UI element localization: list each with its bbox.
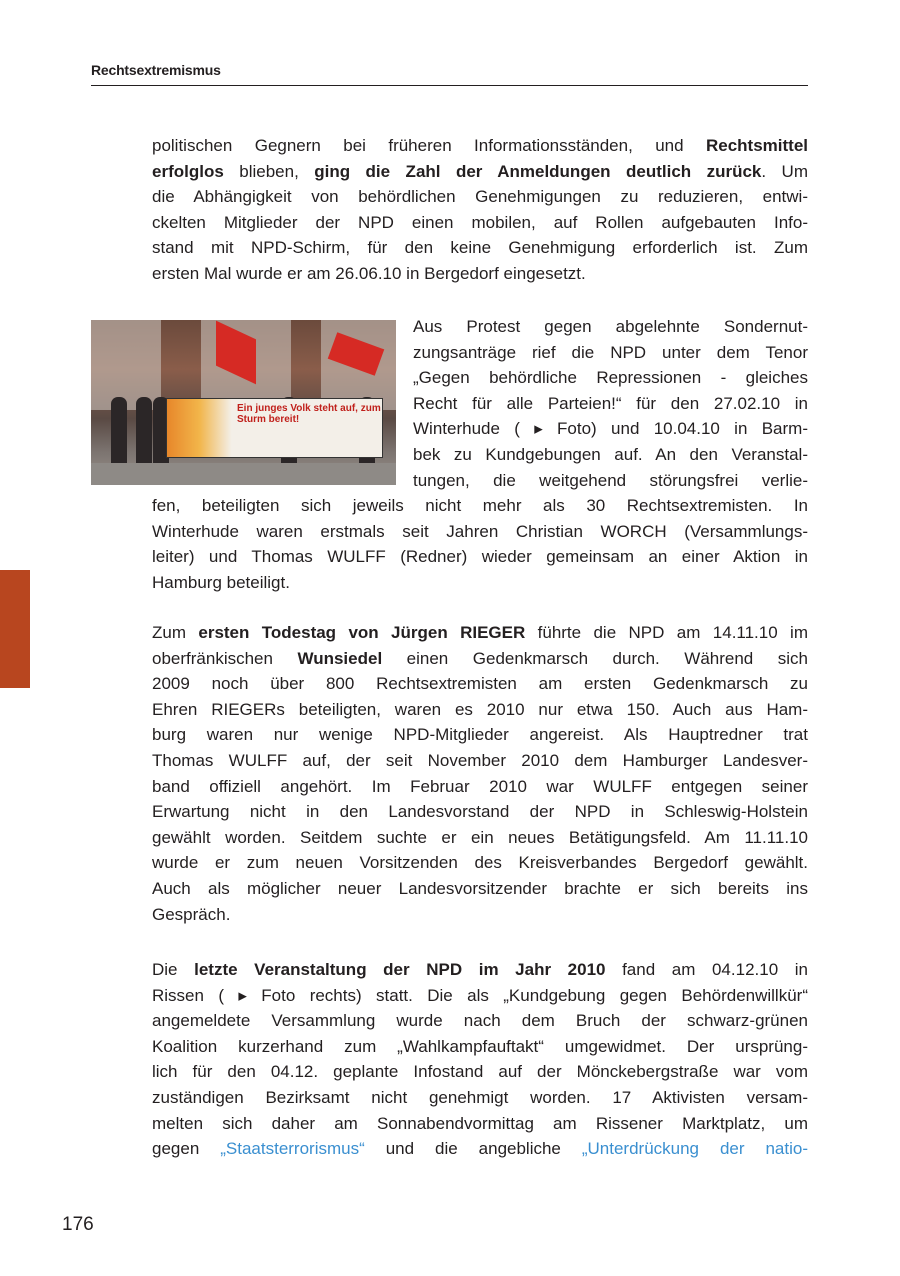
text-line (152, 748, 808, 774)
text-run: zuständigen Bezirksamt nicht genehmigt worden. 17 Aktivisten versam- (152, 1087, 808, 1107)
text-line (152, 493, 808, 519)
text-line (152, 620, 808, 646)
photo-banner-text: Ein junges Volk steht auf, zum Sturm bereit! (237, 403, 381, 425)
text-line (152, 210, 808, 236)
text-run: fand am 04.12.10 in (605, 960, 808, 979)
text-run: band offiziell angehört. Im Februar 2010 war WULFF entgegen seiner (152, 776, 808, 796)
bold-text: Rechtsmittel (705, 136, 808, 155)
text-run: Winterhude ( ▸ Foto) und 10.04.10 in Barm- (413, 419, 808, 439)
text-run: politischen Gegnern bei früheren Informationsständen, und (152, 136, 706, 155)
text-line (152, 1059, 808, 1085)
text-run: Zum (152, 623, 199, 642)
text-run: Aus Protest gegen abgelehnte Sondernut- (413, 317, 808, 336)
text-line (152, 133, 808, 159)
text-run: Rissen ( ▸ Foto rechts) statt. Die als „Kundgebung gegen Behördenwillkür“ (152, 985, 808, 1005)
text-run: gegen (152, 1139, 221, 1159)
text-line (152, 184, 808, 210)
paragraph-rieger (152, 620, 808, 927)
text-run: gewählt worden. Seitdem suchte er ein neues Betätigungsfeld. Am 11.11.10 (152, 827, 808, 847)
text-run: melten sich daher am Sonnabendvormittag am Rissener Marktplatz, um (152, 1113, 808, 1133)
text-run: die Abhängigkeit von behördlichen Genehmigungen zu reduzieren, entwi- (152, 187, 808, 207)
text-run: Auch als möglicher neuer Landesvorsitzender brachte er sich bereits ins (152, 878, 808, 898)
text-run: Thomas WULFF auf, der seit November 2010 dem Hamburger Landesver- (152, 750, 808, 770)
text-run: fen, beteiligten sich jeweils nicht mehr als 30 Rechtsextremisten. In (152, 496, 808, 516)
text-run: bek zu Kundgebungen auf. An den Veranstal- (413, 444, 808, 464)
text-run: Winterhude waren erstmals seit Jahren Christian WORCH (Versammlungs- (152, 521, 808, 541)
photo-person (136, 397, 152, 467)
text-line (152, 722, 808, 748)
text-line (152, 1136, 808, 1162)
text-run: lich für den 04.12. geplante Infostand auf der Mönckebergstraße war vom (152, 1062, 808, 1082)
text-run: oberfränkischen (152, 648, 298, 668)
text-line (152, 261, 808, 287)
text-line (152, 544, 808, 570)
text-run: leiter) und Thomas WULFF (Redner) wieder gemeinsam an einer Aktion in (152, 547, 808, 567)
text-line (413, 340, 808, 366)
text-run: Ehren RIEGERs beteiligten, waren es 2010 nur etwa 150. Auch aus Ham- (152, 699, 808, 719)
text-line (152, 697, 808, 723)
text-line (152, 825, 808, 851)
text-run: Hamburg beteiligt. (152, 572, 290, 592)
text-line (413, 365, 808, 391)
bold-text: ging die Zahl der Anmeldungen deutlich zurück (314, 161, 762, 181)
bold-text: letzte Veranstaltung der NPD im Jahr 2010 (194, 960, 606, 979)
text-line (413, 468, 808, 494)
text-line (152, 519, 808, 545)
text-run: tungen, die weitgehend störungsfrei verlie- (413, 470, 808, 490)
text-run: angemeldete Versammlung wurde nach dem Bruch der schwarz-grünen (152, 1011, 808, 1031)
photo-building (91, 320, 161, 410)
paragraph-protest (152, 314, 808, 596)
text-line (413, 391, 808, 417)
text-run: Koalition kurzerhand zum „Wahlkampfauftakt“ umgewidmet. Der ursprüng- (152, 1036, 808, 1056)
header-rule (91, 85, 808, 86)
text-line (413, 314, 808, 340)
text-run: Gespräch. (152, 904, 231, 924)
text-line (152, 983, 808, 1009)
text-run: stand mit NPD-Schirm, für den keine Genehmigung erforderlich ist. Zum (152, 238, 808, 258)
text-run: 2009 noch über 800 Rechtsextremisten am ersten Gedenkmarsch zu (152, 674, 808, 694)
running-header: Rechtsextremismus (91, 62, 221, 78)
section-color-tab (0, 570, 30, 688)
photo-person (111, 397, 127, 467)
text-run: Erwartung nicht in den Landesvorstand der NPD in Schleswig-Holstein (152, 802, 808, 822)
text-run: blieben, (223, 161, 315, 181)
bold-text: erfolglos (152, 161, 224, 181)
text-line (152, 646, 808, 672)
text-run: ckelten Mitglieder der NPD einen mobilen, auf Rollen aufgebauten Info- (152, 212, 808, 232)
text-line (413, 416, 808, 442)
text-line (152, 1008, 808, 1034)
text-line (152, 1111, 808, 1137)
text-run: burg waren nur wenige NPD-Mitglieder angereist. Als Hauptredner trat (152, 725, 808, 745)
text-run: zungsanträge rief die NPD unter dem Tenor (413, 342, 808, 362)
text-run: Recht für alle Parteien!“ für den 27.02.10 in (413, 393, 808, 413)
paragraph-rissen (152, 957, 808, 1162)
highlighted-quote: „Unterdrückung der natio- (581, 1139, 808, 1159)
text-line (152, 159, 808, 185)
highlighted-quote: „Staatsterrorismus“ (220, 1139, 365, 1159)
text-run: wurde er zum neuen Vorsitzenden des Kreisverbandes Bergedorf gewählt. (152, 853, 808, 873)
bold-text: ersten Todestag von Jürgen RIEGER (198, 623, 526, 642)
page-number: 176 (62, 1214, 94, 1235)
text-run: Die (152, 960, 195, 979)
text-line (152, 902, 808, 928)
text-line (152, 850, 808, 876)
text-line (152, 570, 808, 596)
text-line (152, 1034, 808, 1060)
text-run: führte die NPD am 14.11.10 im (525, 623, 808, 642)
text-run: ersten Mal wurde er am 26.06.10 in Bergedorf eingesetzt. (152, 263, 586, 283)
text-run: . Um (761, 161, 808, 181)
text-line (152, 799, 808, 825)
text-run: „Gegen behördliche Repressionen - gleiches (413, 368, 808, 388)
text-line (152, 876, 808, 902)
text-run: und die angebliche (364, 1139, 582, 1159)
text-line (152, 235, 808, 261)
bold-text: Wunsiedel (297, 648, 383, 668)
text-line (152, 671, 808, 697)
text-line (152, 774, 808, 800)
text-run: einen Gedenkmarsch durch. Während sich (382, 648, 808, 668)
text-line (152, 1085, 808, 1111)
paragraph-infostand (152, 133, 808, 287)
text-line (413, 442, 808, 468)
text-line (152, 957, 808, 983)
